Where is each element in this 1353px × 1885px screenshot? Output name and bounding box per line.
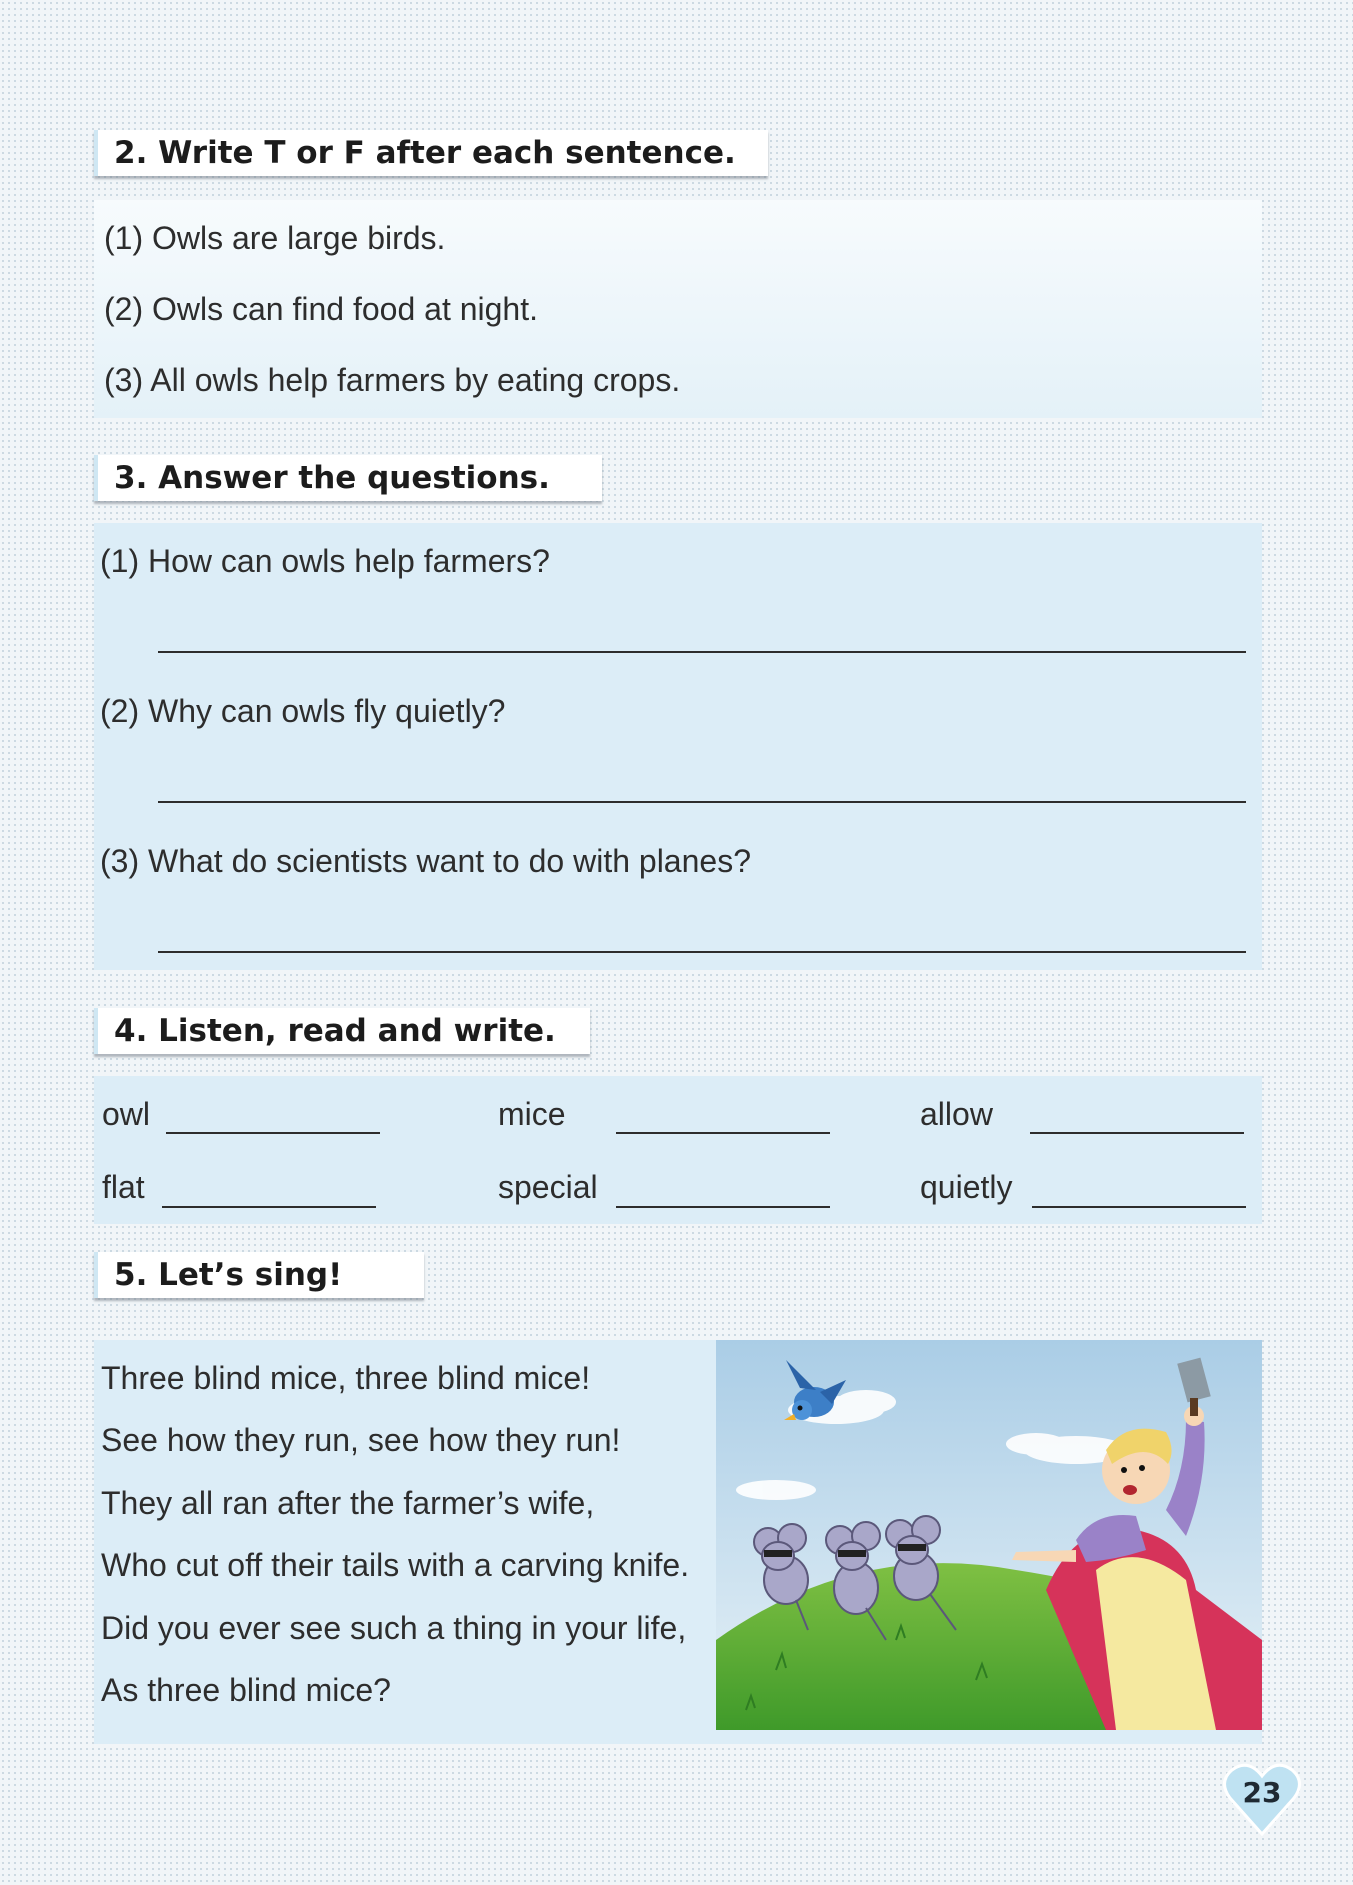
- section-2-panel: [94, 200, 1262, 418]
- question-2: (2) Why can owls fly quietly?: [100, 693, 506, 729]
- lyric-line-5: Did you ever see such a thing in your life,: [101, 1610, 687, 1646]
- section-4-panel: [94, 1076, 1262, 1224]
- word-special-blank[interactable]: [616, 1206, 830, 1208]
- answer-line-3[interactable]: [158, 951, 1246, 953]
- word-allow-blank[interactable]: [1030, 1132, 1244, 1134]
- lyric-line-1: Three blind mice, three blind mice!: [101, 1360, 591, 1396]
- tf-item-3: (3) All owls help farmers by eating crops.: [104, 362, 681, 398]
- question-3: (3) What do scientists want to do with planes?: [100, 843, 751, 879]
- page-number-badge: [1222, 1758, 1302, 1838]
- page-number: 23: [1242, 1776, 1282, 1809]
- section-5-heading: 5. Let’s sing!: [94, 1252, 424, 1298]
- word-special: special: [498, 1169, 598, 1205]
- section-4-heading: 4. Listen, read and write.: [94, 1008, 590, 1054]
- lyric-line-4: Who cut off their tails with a carving knife.: [101, 1547, 690, 1583]
- question-1: (1) How can owls help farmers?: [100, 543, 550, 579]
- word-owl-blank[interactable]: [166, 1132, 380, 1134]
- tf-item-1: (1) Owls are large birds.: [104, 220, 446, 256]
- answer-line-2[interactable]: [158, 801, 1246, 803]
- section-3-heading: 3. Answer the questions.: [94, 455, 602, 501]
- section-3-panel: [94, 523, 1262, 970]
- section-2-heading: 2. Write T or F after each sentence.: [94, 130, 768, 176]
- word-quietly-blank[interactable]: [1032, 1206, 1246, 1208]
- lyric-line-6: As three blind mice?: [101, 1672, 391, 1708]
- section-5-panel: [94, 1340, 1262, 1744]
- word-allow: allow: [920, 1096, 993, 1132]
- word-quietly: quietly: [920, 1169, 1013, 1205]
- lyric-line-2: See how they run, see how they run!: [101, 1422, 621, 1458]
- answer-line-1[interactable]: [158, 651, 1246, 653]
- word-mice-blank[interactable]: [616, 1132, 830, 1134]
- word-owl: owl: [102, 1096, 151, 1132]
- word-flat: flat: [102, 1169, 145, 1205]
- word-mice: mice: [498, 1096, 566, 1132]
- word-flat-blank[interactable]: [162, 1206, 376, 1208]
- lyric-line-3: They all ran after the farmer’s wife,: [101, 1485, 595, 1521]
- three-blind-mice-illustration: [716, 1340, 1262, 1730]
- tf-item-2: (2) Owls can find food at night.: [104, 291, 538, 327]
